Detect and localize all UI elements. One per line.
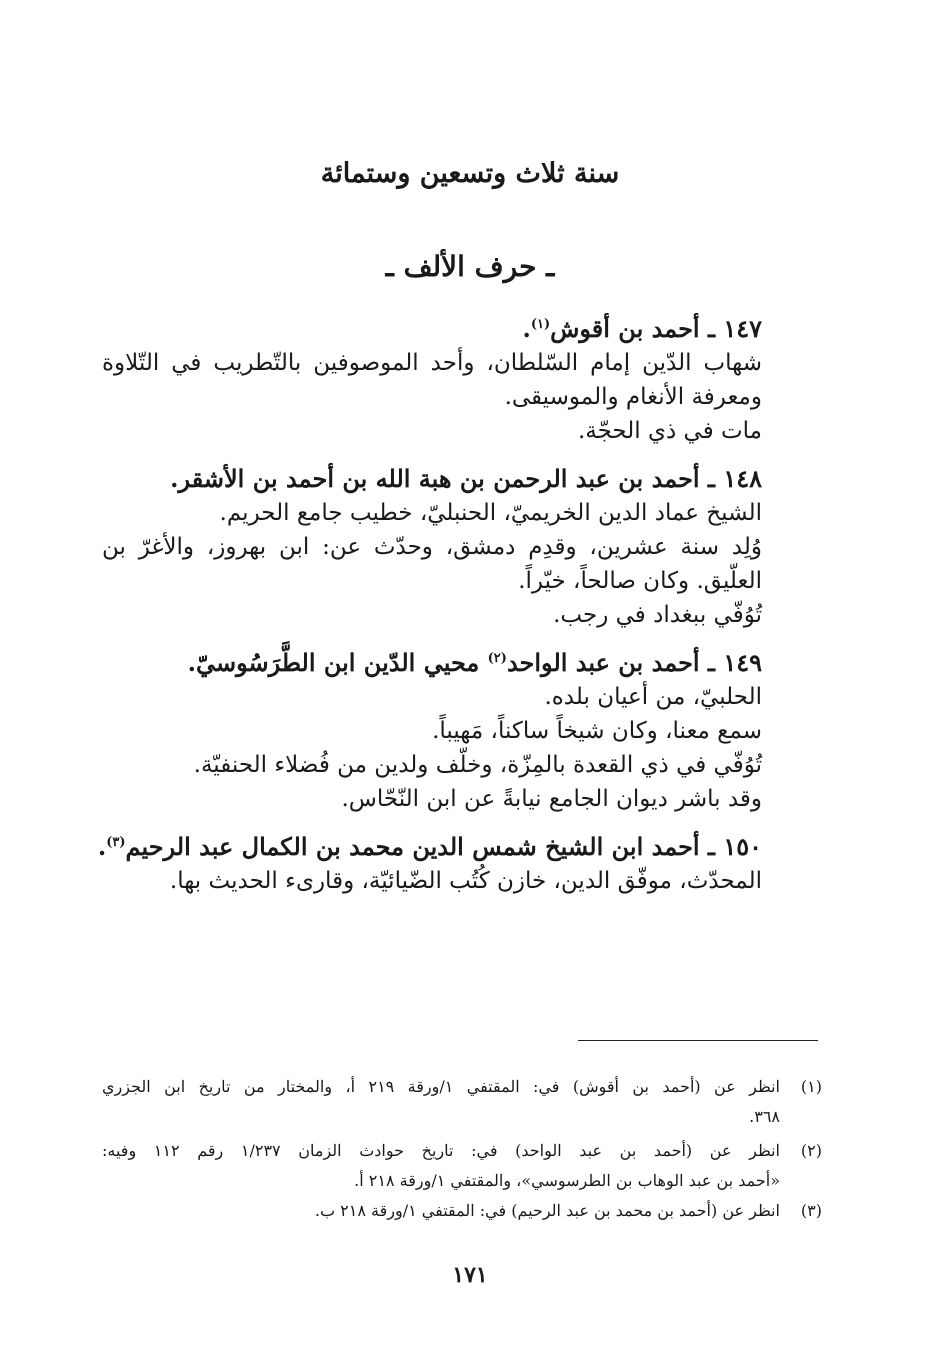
entry-149 — [102, 646, 762, 816]
entry-line: المحدّث، موفّق الدين، خازن كُتُب الضّيائيّة، وقارىء الحديث بها. — [169, 868, 762, 894]
entry-line: وقد باشر ديوان الجامع نيابةً عن ابن النّحّاس. — [341, 786, 762, 812]
footnote-line: انظر عن (أحمد بن محمد بن عبد الرحيم) في: المقتفي ١/ورقة ٢١٨ ب. — [314, 1201, 780, 1220]
footnote-number: (٣) — [800, 1201, 822, 1220]
section-heading: ـ حرف الألف ـ — [385, 250, 555, 283]
entry-number: ١٥٠ — [723, 832, 762, 861]
footnote-line: «أحمد بن عبد الوهاب بن الطرسوسي»، والمقتفي ١/ورقة ٢١٨ أ. — [354, 1171, 780, 1190]
page-number: ١٧١ — [452, 1262, 488, 1288]
entry-title — [102, 312, 762, 346]
entry-name: ـ أحمد بن أقوش — [550, 314, 715, 343]
footnotes — [102, 1072, 822, 1226]
footnote-ref[interactable]: (٣) — [106, 835, 126, 850]
entry-name: ـ أحمد بن عبد الرحمن بن هبة الله بن أحمد بن الأشقر. — [170, 464, 715, 493]
entry-name: ـ أحمد بن عبد الواحد — [506, 648, 715, 677]
footnote-1 — [102, 1072, 822, 1132]
entry-line: ومعرفة الأنغام والموسيقى. — [504, 384, 762, 410]
entry-line: مات في ذي الحجّة. — [577, 418, 762, 444]
entry-title — [97, 830, 762, 864]
entries-body — [97, 312, 762, 898]
footnote-number: (٢) — [800, 1141, 822, 1160]
entry-line: الشيخ عماد الدين الخريميّ، الحنبليّ، خطيب جامع الحريم. — [219, 500, 762, 526]
entry-name-tail: . — [522, 314, 531, 343]
footnote-ref[interactable]: (١) — [530, 317, 551, 332]
entry-name-tail: . — [97, 832, 107, 861]
entry-line: تُوُفّي ببغداد في رجب. — [553, 602, 762, 628]
footnote-divider — [578, 1040, 818, 1041]
entry-name: ـ أحمد ابن الشيخ شمس الدين محمد بن الكمال عبد الرحيم — [125, 832, 715, 861]
footnote-ref[interactable]: (٢) — [487, 651, 507, 666]
entry-line: الحلبيّ، من أعيان بلده. — [544, 684, 762, 710]
entry-148 — [102, 462, 762, 632]
entry-title — [102, 462, 762, 496]
footnote-line: انظر عن (أحمد بن أقوش) في: المقتفي ١/ورقة ٢١٩ أ، والمختار من تاريخ ابن الجزري — [102, 1077, 781, 1096]
entry-line: وُلِد سنة عشرين، وقدِم دمشق، وحدّث عن: ابن بهروز، والأغرّ بن — [102, 534, 762, 560]
footnote-2 — [102, 1136, 822, 1196]
footnote-3 — [102, 1196, 822, 1226]
entry-number: ١٤٨ — [723, 464, 762, 493]
entry-line: العلّيق. وكان صالحاً، خيّراً. — [518, 568, 762, 594]
entry-line: تُوُفّي في ذي القعدة بالمِزّة، وخلّف ولدين من فُضلاء الحنفيّة. — [193, 752, 762, 778]
entry-number: ١٤٩ — [723, 648, 762, 677]
entry-number: ١٤٧ — [723, 314, 762, 343]
entry-name-tail: محيي الدّين ابن الطَّرَسُوسيّ. — [187, 648, 488, 677]
year-heading: سنة ثلاث وتسعين وستمائة — [320, 158, 620, 189]
footnote-number: (١) — [800, 1077, 822, 1096]
entry-line: سمع معنا، وكان شيخاً ساكناً، مَهيباً. — [432, 718, 762, 744]
entry-150 — [97, 830, 762, 898]
entry-line: شهاب الدّين إمام السّلطان، وأحد الموصوفين بالتّطريب في التّلاوة — [102, 350, 762, 376]
footnote-line: ٣٦٨. — [749, 1107, 780, 1126]
entry-147 — [102, 312, 762, 448]
entry-title — [102, 646, 762, 680]
footnote-line: انظر عن (أحمد بن عبد الواحد) في: تاريخ حوادث الزمان ١/٢٣٧ رقم ١١٢ وفيه: — [102, 1141, 780, 1160]
